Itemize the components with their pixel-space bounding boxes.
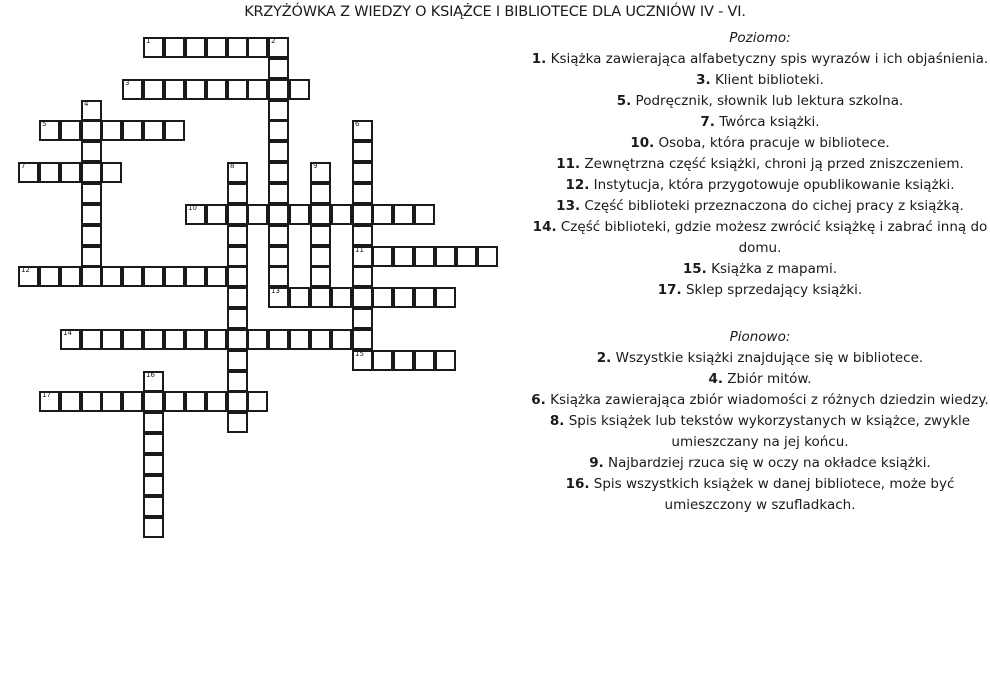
grid-cell[interactable] — [185, 79, 206, 100]
down-clue — [530, 369, 990, 390]
down-clue-list — [530, 348, 990, 516]
grid-cell[interactable] — [352, 141, 373, 162]
grid-cell[interactable] — [456, 246, 477, 267]
clue-number: 4. — [708, 371, 723, 387]
grid-cell[interactable] — [227, 371, 248, 392]
across-clue — [530, 196, 990, 217]
across-clue — [530, 70, 990, 91]
entry-number: 7 — [21, 162, 26, 170]
grid-cell[interactable] — [310, 329, 331, 350]
grid-cell[interactable] — [477, 246, 498, 267]
grid-cell[interactable] — [268, 246, 289, 267]
entry-number: 13 — [271, 287, 280, 295]
clues-panel — [530, 28, 990, 516]
grid-cell[interactable] — [268, 162, 289, 183]
clue-text: Spis książek lub tekstów wykorzystanych w książce, zwykle umieszczany na jej końcu. — [564, 413, 971, 450]
grid-cell[interactable] — [331, 287, 352, 308]
grid-cell[interactable] — [81, 246, 102, 267]
clue-number: 11. — [556, 156, 581, 172]
grid-cell[interactable] — [310, 162, 331, 183]
grid-cell[interactable] — [352, 183, 373, 204]
across-clue — [530, 175, 990, 196]
clue-text: Podręcznik, słownik lub lektura szkolna. — [631, 93, 904, 109]
entry-number: 11 — [355, 246, 364, 254]
grid-cell[interactable] — [143, 37, 164, 58]
clue-text: Sklep sprzedający książki. — [681, 282, 863, 298]
grid-cell[interactable] — [310, 287, 331, 308]
grid-cell[interactable] — [206, 266, 227, 287]
grid-cell[interactable] — [143, 454, 164, 475]
grid-cell[interactable] — [39, 266, 60, 287]
grid-cell[interactable] — [352, 308, 373, 329]
across-clue — [530, 112, 990, 133]
across-heading: Poziomo: — [729, 30, 791, 46]
grid-cell[interactable] — [289, 329, 310, 350]
entry-number: 9 — [313, 162, 318, 170]
grid-cell[interactable] — [60, 266, 81, 287]
grid-cell[interactable] — [227, 266, 248, 287]
clue-number: 5. — [616, 93, 632, 109]
across-clue — [530, 133, 990, 154]
clue-text: Spis wszystkich książek w danej bibliotece, może być umieszczony w szufladkach. — [589, 476, 955, 513]
grid-cell[interactable] — [227, 162, 248, 183]
page-title: KRZYŻÓWKA Z WIEDZY O KSIĄŻCE I BIBLIOTECE DLA UCZNIÓW IV - VI. — [244, 4, 746, 20]
grid-cell[interactable] — [247, 37, 268, 58]
grid-cell[interactable] — [227, 246, 248, 267]
grid-cell[interactable] — [143, 371, 164, 392]
grid-cell[interactable] — [39, 162, 60, 183]
grid-cell[interactable] — [268, 183, 289, 204]
grid-cell[interactable] — [352, 287, 373, 308]
grid-cell[interactable] — [435, 287, 456, 308]
grid-cell[interactable] — [101, 391, 122, 412]
grid-cell[interactable] — [185, 329, 206, 350]
clue-number: 12. — [565, 177, 590, 193]
grid-cell[interactable] — [247, 79, 268, 100]
grid-cell[interactable] — [60, 120, 81, 141]
grid-cell[interactable] — [227, 204, 248, 225]
clue-text: Książka zawierająca zbiór wiadomości z różnych dziedzin wiedzy. — [545, 392, 989, 408]
entry-number: 12 — [21, 266, 30, 274]
grid-cell[interactable] — [352, 266, 373, 287]
clue-text: Część biblioteki, gdzie możesz zwrócić książkę i zabrać inną do domu. — [556, 219, 988, 256]
grid-cell[interactable] — [414, 204, 435, 225]
grid-cell[interactable] — [101, 329, 122, 350]
grid-cell[interactable] — [164, 391, 185, 412]
grid-cell[interactable] — [81, 266, 102, 287]
clue-number: 7. — [700, 114, 715, 130]
entry-number: 10 — [188, 204, 197, 212]
entry-number: 2 — [271, 37, 276, 45]
grid-cell[interactable] — [206, 79, 227, 100]
across-clue-list — [530, 49, 990, 301]
entry-number: 1 — [146, 37, 151, 45]
entry-number: 8 — [230, 162, 235, 170]
grid-cell[interactable] — [143, 517, 164, 538]
clue-number: 9. — [589, 455, 604, 471]
grid-cell[interactable] — [268, 79, 289, 100]
grid-cell[interactable] — [227, 225, 248, 246]
across-clue — [530, 154, 990, 175]
across-clue — [530, 49, 990, 70]
grid-cell[interactable] — [435, 246, 456, 267]
grid-cell[interactable] — [164, 266, 185, 287]
down-clue — [530, 411, 990, 453]
grid-cell[interactable] — [143, 329, 164, 350]
clue-number: 2. — [596, 350, 612, 366]
grid-cell[interactable] — [18, 266, 39, 287]
grid-cell[interactable] — [81, 162, 102, 183]
grid-cell[interactable] — [372, 246, 393, 267]
clue-number: 14. — [532, 219, 557, 235]
entry-number: 16 — [146, 371, 155, 379]
across-clue — [530, 280, 990, 301]
clue-text: Instytucja, która przygotowuje opublikowanie książki. — [589, 177, 955, 193]
grid-cell[interactable] — [227, 308, 248, 329]
grid-cell[interactable] — [122, 329, 143, 350]
down-clue — [530, 348, 990, 369]
grid-cell[interactable] — [372, 287, 393, 308]
grid-cell[interactable] — [122, 79, 143, 100]
grid-cell[interactable] — [393, 350, 414, 371]
grid-cell[interactable] — [81, 183, 102, 204]
clue-text: Najbardziej rzuca się w oczy na okładce książki. — [603, 455, 931, 471]
grid-cell[interactable] — [185, 266, 206, 287]
grid-cell[interactable] — [185, 37, 206, 58]
grid-cell[interactable] — [185, 204, 206, 225]
grid-cell[interactable] — [164, 79, 185, 100]
grid-cell[interactable] — [414, 350, 435, 371]
grid-cell[interactable] — [310, 204, 331, 225]
grid-cell[interactable] — [81, 329, 102, 350]
clue-number: 15. — [682, 261, 707, 277]
clue-text: Zewnętrzna część książki, chroni ją przed zniszczeniem. — [580, 156, 964, 172]
grid-cell[interactable] — [268, 37, 289, 58]
grid-cell[interactable] — [372, 350, 393, 371]
clue-number: 16. — [565, 476, 590, 492]
grid-cell[interactable] — [81, 141, 102, 162]
clue-number: 13. — [556, 198, 581, 214]
grid-cell[interactable] — [81, 391, 102, 412]
across-clue — [530, 217, 990, 259]
grid-cell[interactable] — [352, 246, 373, 267]
grid-cell[interactable] — [310, 225, 331, 246]
clue-text: Twórca książki. — [714, 114, 820, 130]
grid-cell[interactable] — [143, 496, 164, 517]
clue-number: 10. — [630, 135, 655, 151]
grid-cell[interactable] — [289, 287, 310, 308]
grid-cell[interactable] — [310, 246, 331, 267]
grid-cell[interactable] — [227, 287, 248, 308]
grid-cell[interactable] — [81, 204, 102, 225]
grid-cell[interactable] — [143, 79, 164, 100]
grid-cell[interactable] — [227, 391, 248, 412]
grid-cell[interactable] — [268, 329, 289, 350]
grid-cell[interactable] — [268, 120, 289, 141]
entry-number: 15 — [355, 350, 364, 358]
grid-cell[interactable] — [122, 120, 143, 141]
grid-cell[interactable] — [352, 225, 373, 246]
clue-number: 1. — [531, 51, 547, 67]
grid-cell[interactable] — [289, 79, 310, 100]
clue-number: 8. — [549, 413, 565, 429]
grid-cell[interactable] — [268, 204, 289, 225]
clue-text: Osoba, która pracuje w bibliotece. — [654, 135, 890, 151]
grid-cell[interactable] — [372, 204, 393, 225]
across-clue — [530, 91, 990, 112]
grid-cell[interactable] — [331, 329, 352, 350]
grid-cell[interactable] — [247, 329, 268, 350]
clue-number: 17. — [657, 282, 682, 298]
down-clue — [530, 453, 990, 474]
grid-cell[interactable] — [101, 120, 122, 141]
clue-text: Książka zawierająca alfabetyczny spis wyrazów i ich objaśnienia. — [546, 51, 989, 67]
entry-number: 4 — [84, 100, 89, 108]
grid-cell[interactable] — [227, 350, 248, 371]
grid-cell[interactable] — [122, 266, 143, 287]
clue-number: 6. — [531, 392, 546, 408]
grid-cell[interactable] — [60, 162, 81, 183]
grid-cell[interactable] — [101, 266, 122, 287]
entry-number: 6 — [355, 120, 360, 128]
grid-cell[interactable] — [60, 391, 81, 412]
grid-cell[interactable] — [310, 183, 331, 204]
grid-cell[interactable] — [435, 350, 456, 371]
entry-number: 3 — [125, 79, 130, 87]
grid-cell[interactable] — [39, 391, 60, 412]
across-clue — [530, 259, 990, 280]
grid-cell[interactable] — [247, 391, 268, 412]
grid-cell[interactable] — [206, 391, 227, 412]
grid-cell[interactable] — [143, 412, 164, 433]
grid-cell[interactable] — [310, 266, 331, 287]
grid-cell[interactable] — [268, 100, 289, 121]
grid-cell[interactable] — [164, 37, 185, 58]
entry-number: 17 — [42, 391, 51, 399]
grid-cell[interactable] — [143, 120, 164, 141]
grid-cell[interactable] — [268, 141, 289, 162]
grid-cell[interactable] — [414, 287, 435, 308]
grid-cell[interactable] — [352, 329, 373, 350]
grid-cell[interactable] — [352, 162, 373, 183]
grid-cell[interactable] — [352, 350, 373, 371]
clue-number: 3. — [696, 72, 711, 88]
grid-cell[interactable] — [143, 475, 164, 496]
grid-cell[interactable] — [81, 225, 102, 246]
grid-cell[interactable] — [268, 287, 289, 308]
grid-cell[interactable] — [352, 204, 373, 225]
grid-cell[interactable] — [268, 225, 289, 246]
grid-cell[interactable] — [60, 329, 81, 350]
down-clue — [530, 474, 990, 516]
grid-cell[interactable] — [143, 391, 164, 412]
grid-cell[interactable] — [206, 329, 227, 350]
grid-cell[interactable] — [122, 391, 143, 412]
grid-cell[interactable] — [227, 329, 248, 350]
grid-cell[interactable] — [206, 204, 227, 225]
grid-cell[interactable] — [414, 246, 435, 267]
grid-cell[interactable] — [143, 433, 164, 454]
grid-cell[interactable] — [206, 37, 227, 58]
entry-number: 5 — [42, 120, 47, 128]
grid-cell[interactable] — [247, 204, 268, 225]
grid-cell[interactable] — [227, 37, 248, 58]
grid-cell[interactable] — [81, 120, 102, 141]
clue-text: Wszystkie książki znajdujące się w bibliotece. — [611, 350, 924, 366]
grid-cell[interactable] — [143, 266, 164, 287]
grid-cell[interactable] — [185, 391, 206, 412]
grid-cell[interactable] — [164, 329, 185, 350]
entry-number: 14 — [63, 329, 72, 337]
grid-cell[interactable] — [227, 79, 248, 100]
grid-cell[interactable] — [268, 58, 289, 79]
clue-text: Zbiór mitów. — [723, 371, 812, 387]
grid-cell[interactable] — [39, 120, 60, 141]
grid-cell[interactable] — [227, 183, 248, 204]
grid-cell[interactable] — [393, 287, 414, 308]
grid-cell[interactable] — [81, 100, 102, 121]
grid-cell[interactable] — [268, 266, 289, 287]
grid-cell[interactable] — [393, 204, 414, 225]
clue-text: Klient biblioteki. — [710, 72, 824, 88]
grid-cell[interactable] — [331, 204, 352, 225]
down-heading: Pionowo: — [729, 329, 791, 345]
clue-text: Część biblioteki przeznaczona do cichej pracy z książką. — [580, 198, 964, 214]
grid-cell[interactable] — [289, 204, 310, 225]
clue-text: Książka z mapami. — [706, 261, 838, 277]
grid-cell[interactable] — [227, 412, 248, 433]
grid-cell[interactable] — [101, 162, 122, 183]
grid-cell[interactable] — [18, 162, 39, 183]
grid-cell[interactable] — [352, 120, 373, 141]
down-clue — [530, 390, 990, 411]
grid-cell[interactable] — [164, 120, 185, 141]
grid-cell[interactable] — [393, 246, 414, 267]
